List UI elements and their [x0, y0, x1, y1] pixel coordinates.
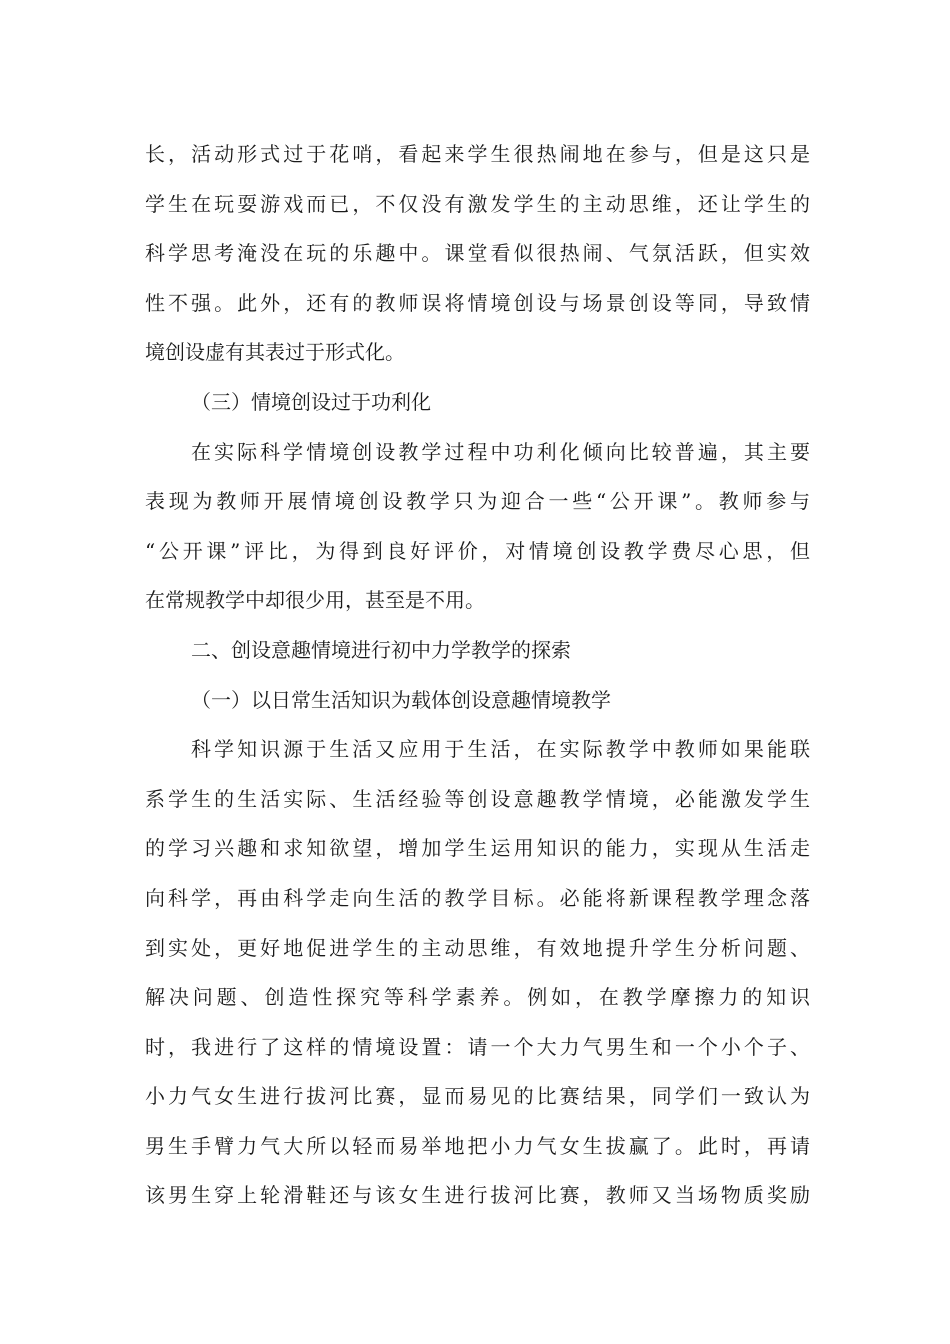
chapter-heading: 二、创设意趣情境进行初中力学教学的探索 [191, 637, 571, 662]
text-line: 科学知识源于生活又应用于生活，在实际教学中教师如果能联 [191, 737, 810, 762]
text-line: 向科学，再由科学走向生活的教学目标。必能将新课程教学理念落 [145, 885, 810, 910]
text-line: 在常规教学中却很少用，甚至是不用。 [145, 588, 485, 613]
text-line: 境创设虚有其表过于形式化。 [145, 340, 405, 365]
text-line: 到实处，更好地促进学生的主动思维，有效地提升学生分析问题、 [145, 935, 810, 960]
text-line: 学生在玩耍游戏而已，不仅没有激发学生的主动思维，还让学生的 [145, 191, 810, 216]
section-heading: （一）以日常生活知识为载体创设意趣情境教学 [191, 687, 611, 712]
text-line: 男生手臂力气大所以轻而易举地把小力气女生拔赢了。此时，再请 [145, 1133, 810, 1158]
text-line: 长，活动形式过于花哨，看起来学生很热闹地在参与，但是这只是 [145, 142, 810, 166]
text-line: “公开课”评比，为得到良好评价，对情境创设教学费尽心思，但 [145, 538, 810, 563]
text-line: 解决问题、创造性探究等科学素养。例如，在教学摩擦力的知识 [145, 985, 810, 1010]
text-line: 小力气女生进行拔河比赛，显而易见的比赛结果，同学们一致认为 [145, 1084, 810, 1109]
text-line: 在实际科学情境创设教学过程中功利化倾向比较普遍，其主要 [191, 439, 810, 464]
document-body [145, 130, 810, 1221]
text-line: 系学生的生活实际、生活经验等创设意趣教学情境，必能激发学生 [145, 786, 810, 811]
text-line: 该男生穿上轮滑鞋还与该女生进行拔河比赛，教师又当场物质奖励 [145, 1183, 810, 1208]
text-line: 性不强。此外，还有的教师误将情境创设与场景创设等同，导致情 [145, 290, 810, 315]
text-line: 时，我进行了这样的情境设置：请一个大力气男生和一个小个子、 [145, 1034, 810, 1059]
text-line: 科学思考淹没在玩的乐趣中。课堂看似很热闹、气氛活跃，但实效 [145, 241, 810, 266]
text-line: 表现为教师开展情境创设教学只为迎合一些“公开课”。教师参与 [145, 489, 810, 514]
text-line: 的学习兴趣和求知欲望，增加学生运用知识的能力，实现从生活走 [145, 836, 810, 861]
section-heading: （三）情境创设过于功利化 [191, 389, 431, 414]
